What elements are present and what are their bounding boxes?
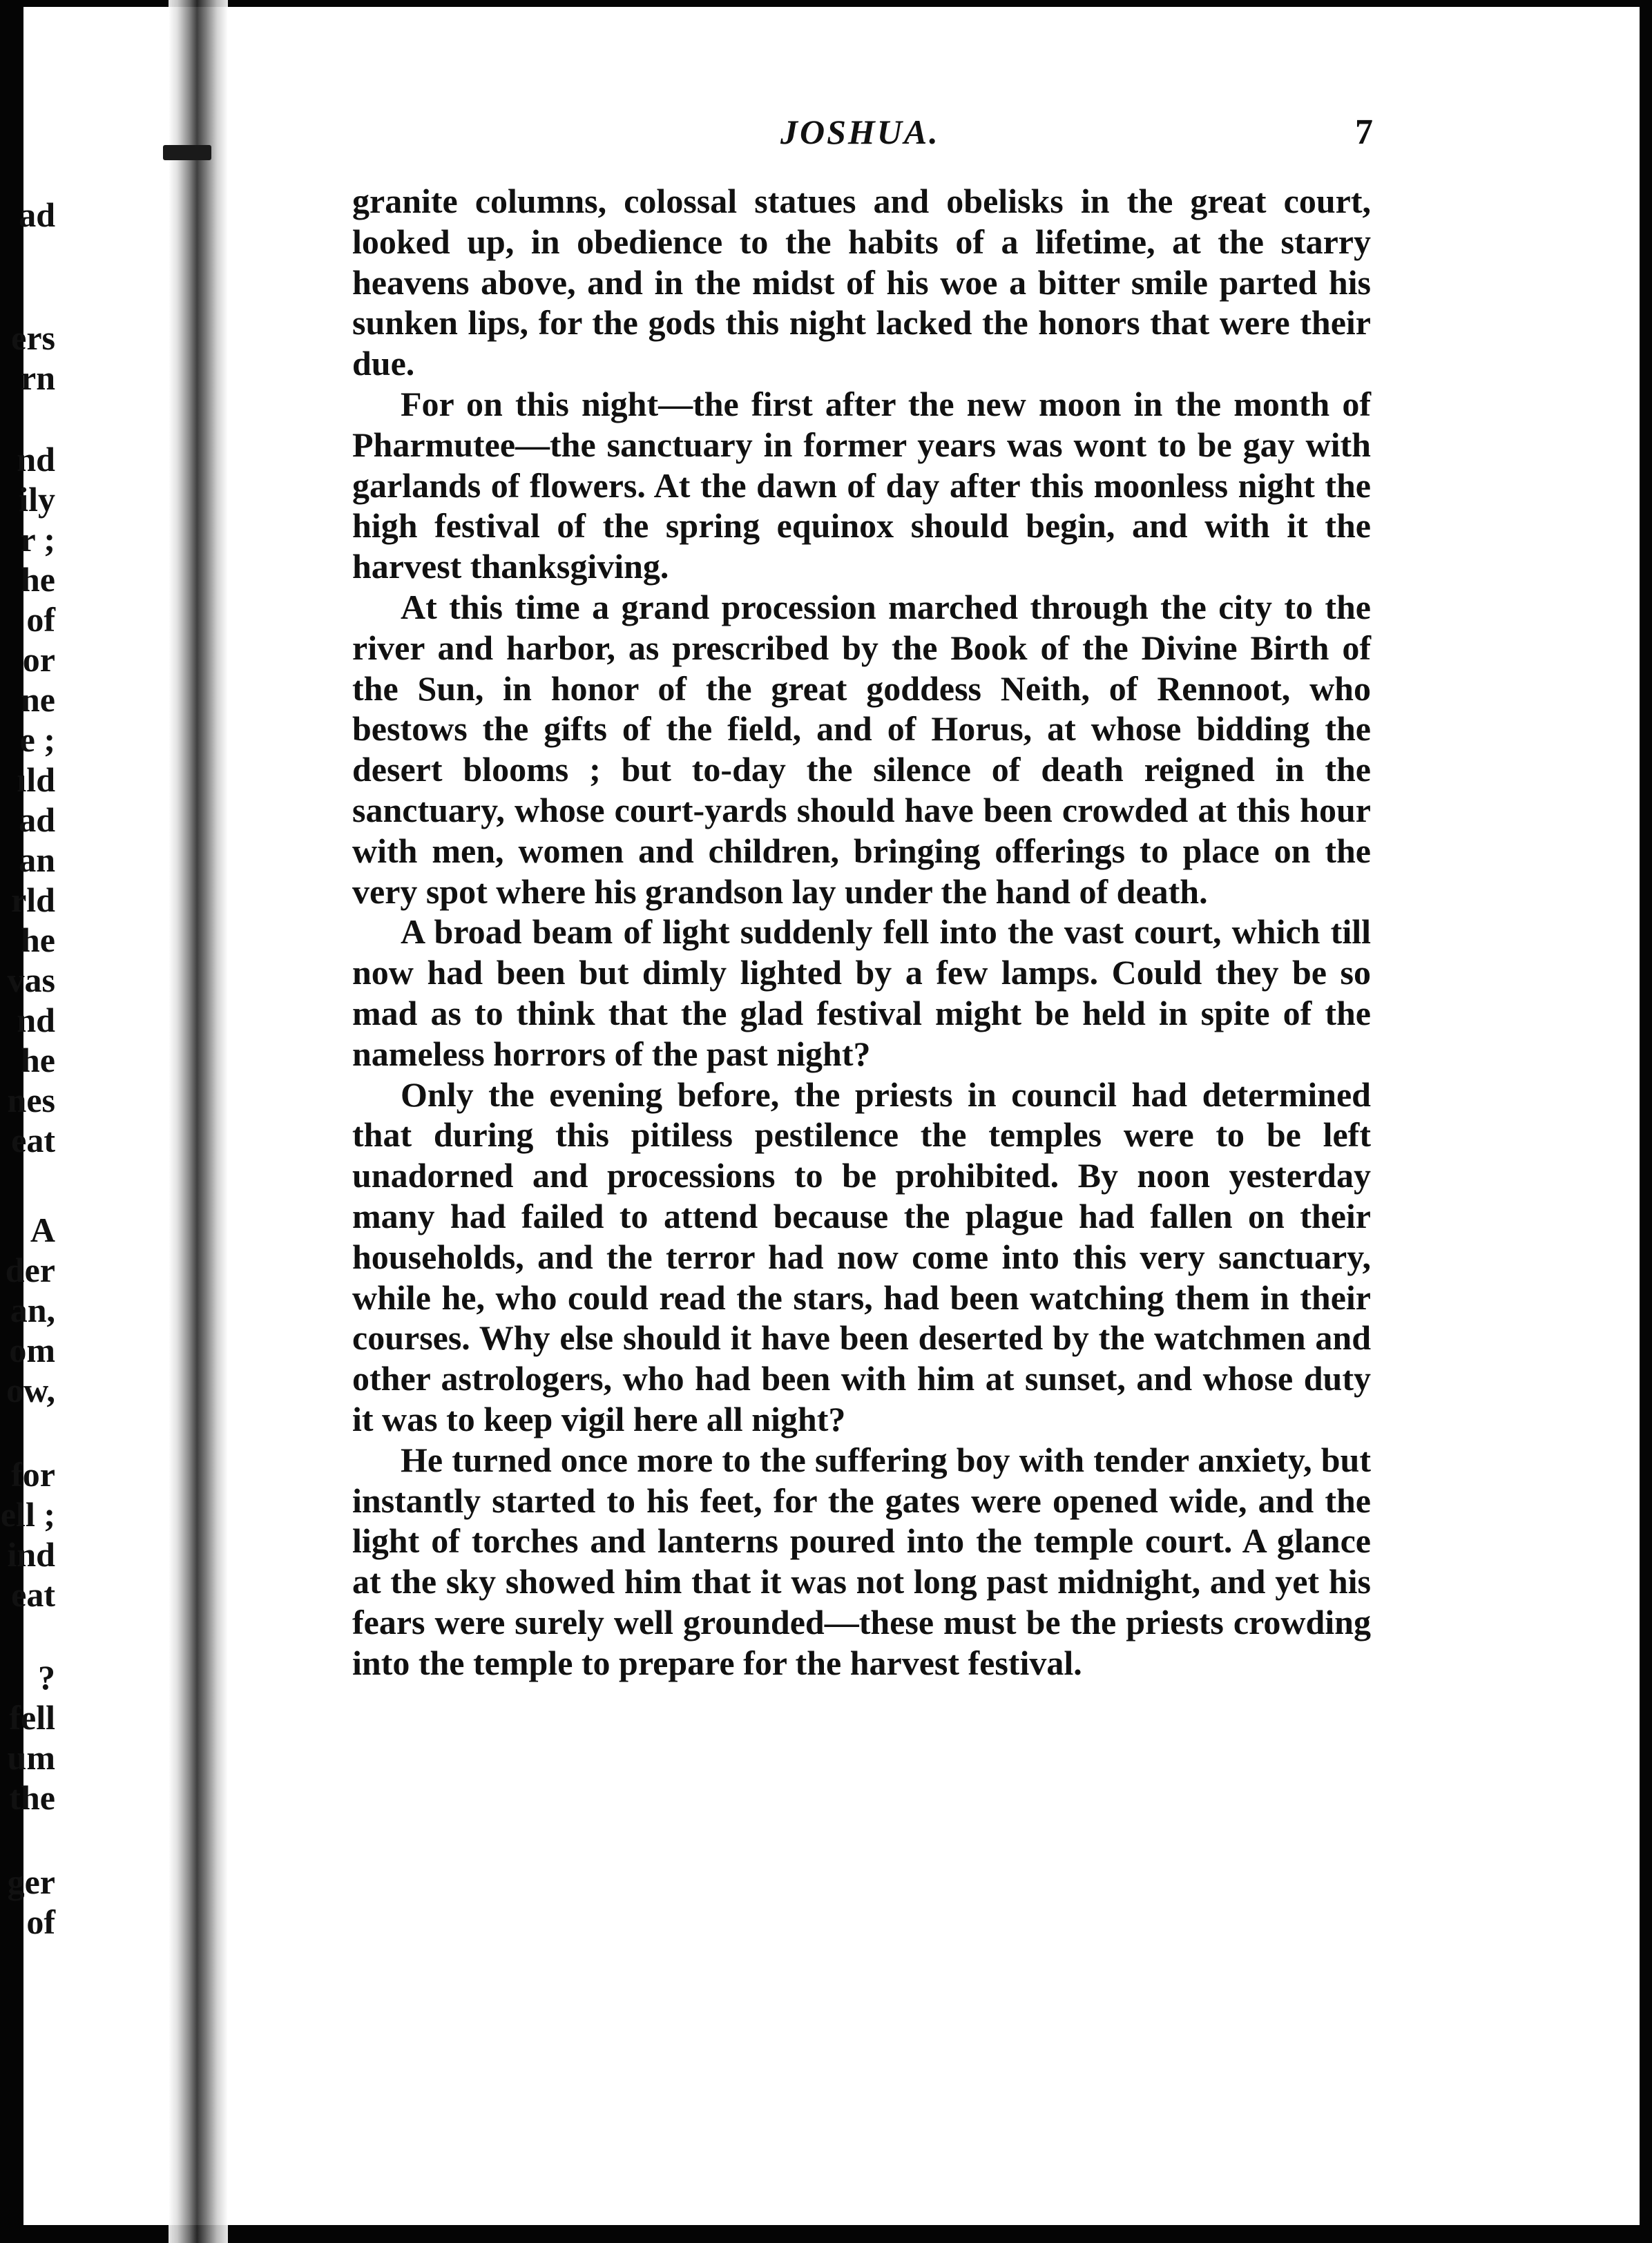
page-header — [0, 112, 1652, 160]
facing-page-fragment: he — [21, 560, 55, 599]
facing-page-fragment: e ; — [19, 720, 55, 759]
running-head: JOSHUA. — [780, 113, 940, 151]
facing-page-fragment: fell — [9, 1698, 55, 1737]
facing-page-fragment: ıld — [17, 760, 55, 799]
facing-page-fragment: ad — [19, 800, 55, 839]
paragraph: For on this night—the first after the new moon in the month of Pharmutee—the sanctuary in former years was wont to be gay with garlands of flowers. At the dawn of day after this moonless night the high festival of the spring equinox should begin, and with it the harvest thanksgiving. — [352, 384, 1371, 586]
facing-page-fragments — [0, 0, 76, 2243]
facing-page-fragment: ? — [38, 1658, 55, 1697]
facing-page-fragment: ad — [19, 195, 55, 234]
facing-page-fragment: der — [5, 1251, 55, 1289]
scan-frame-bottom — [0, 2225, 1652, 2243]
facing-page-fragment: om — [9, 1331, 55, 1369]
facing-page-fragment: eat — [11, 1575, 55, 1614]
facing-page-fragment: ger — [7, 1862, 55, 1901]
body-text — [352, 181, 1371, 1683]
paragraph: granite columns, colossal statues and obelisks in the great court, looked up, in obedience to the habits of a lifetime, at the starry heavens above, and in the midst of his woe a bitter smile parted his sunken lips, for the gods this night lacked the honors that were their due. — [352, 182, 1371, 383]
facing-page-fragment: an — [19, 840, 55, 879]
facing-page-fragment: ow, — [6, 1371, 55, 1409]
facing-page-fragment: ind — [7, 1535, 55, 1574]
facing-page-fragment: the — [9, 1778, 55, 1817]
facing-page-fragment: eat — [11, 1121, 55, 1159]
facing-page-fragment: he — [21, 1041, 55, 1079]
facing-page-fragment: of — [26, 600, 55, 639]
facing-page-fragment: an, — [10, 1291, 55, 1329]
facing-page-fragment: for — [11, 1455, 55, 1494]
paragraph: He turned once more to the suffering boy with tender anxiety, but instantly started to his feet, for the gates were opened wide, and the light of torches and lanterns poured into the temple court. A glance at the sky showed him that it was not long past midnight, and yet his fears were surely well grounded—these must be the priests crowding into the temple to prepare for the harvest festival. — [352, 1440, 1371, 1682]
facing-page-fragment: of — [26, 1903, 55, 1941]
paragraph: Only the evening before, the priests in council had determined that during this pitiless pestilence the temples were to be left unadorned and processions to be prohibited. By noon yesterday many had failed to attend because the plague had fallen on their households, and the terror had now come into this very sanctuary, while he, who could read the stars, had been watching them in their courses. Why else should it have been deserted by the watchmen and other astrologers, who had been with him at sunset, and whose duty it was to keep vigil here all night? — [352, 1075, 1371, 1438]
facing-page-fragment: ell ; — [0, 1495, 55, 1534]
facing-page-fragment: nd — [17, 440, 55, 479]
facing-page-fragment: or — [22, 640, 55, 679]
scan-frame-right — [1640, 0, 1652, 2243]
facing-page-fragment: he — [21, 921, 55, 959]
facing-page-fragment: A — [30, 1211, 55, 1249]
facing-page-fragment: vas — [7, 961, 55, 999]
facing-page-fragment: um — [7, 1738, 55, 1777]
book-gutter — [169, 0, 228, 2243]
facing-page-fragment: ne — [21, 680, 55, 719]
facing-page-fragment: nd — [17, 1001, 55, 1039]
facing-page-fragment: rld — [11, 880, 55, 919]
paragraph: At this time a grand procession marched through the city to the river and harbor, as prescribed by the Book of the Divine Birth of the Sun, in honor of the great goddess Neith, of Rennoot, who bestows the gifts of the field, and of Horus, at whose bidding the desert blooms ; but to-day the silence of death reigned in the sanctuary, whose court-yards should have been crowded at this hour with men, women and children, bringing offerings to place on the very spot where his grandson lay under the hand of death. — [352, 587, 1371, 911]
facing-page-fragment: ers — [11, 318, 55, 357]
facing-page-fragment: rn — [21, 358, 55, 397]
facing-page-fragment: r ; — [20, 520, 55, 559]
facing-page-fragment: nes — [7, 1081, 55, 1119]
facing-page-fragment: ily — [19, 480, 55, 519]
paragraph: A broad beam of light suddenly fell into the vast court, which till now had been but dimly lighted by a few lamps. Could they be so mad as to think that the glad festival might be held in spite of the nameless horrors of the past night? — [352, 912, 1371, 1073]
page-number: 7 — [1355, 113, 1373, 152]
scan-frame-top — [0, 0, 1652, 7]
